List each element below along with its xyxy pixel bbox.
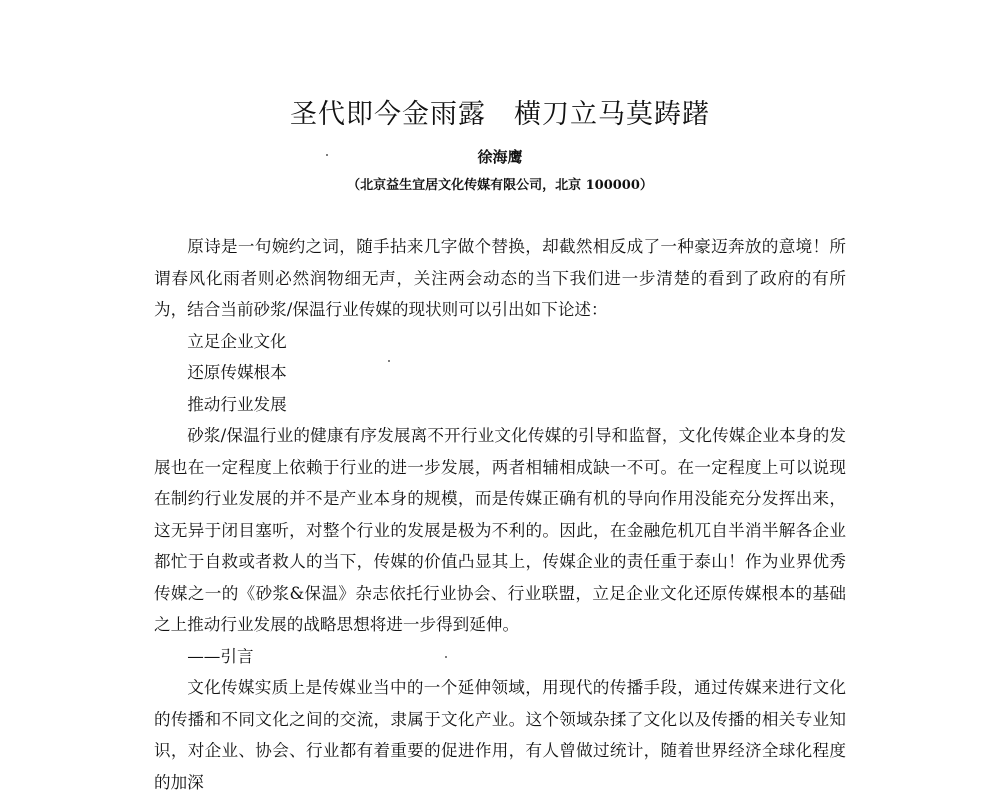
theme-item-industry: 推动行业发展 — [187, 394, 287, 414]
body-paragraph: 文化传媒实质上是传媒业当中的一个延伸领域，用现代的传播手段，通过传媒来进行文化的传播和不同文化之间的交流，隶属于文化产业。这个领域杂揉了文化以及传播的相关专业知识，对企业、协会、行业都有着重要的促进作用，有人曾做过统计，随着世界经济全球化程度的加深 — [154, 678, 846, 792]
author-name: 徐海鹰 — [477, 148, 523, 166]
scan-speck — [445, 656, 447, 658]
scan-speck — [326, 154, 328, 156]
article-title: 圣代即今金雨露 横刀立马莫踌躇 — [290, 99, 710, 130]
body-paragraph: 砂浆/保温行业的健康有序发展离不开行业文化传媒的引导和监督，文化传媒企业本身的发展也在一定程度上依赖于行业的进一步发展，两者相辅相成缺一不可。在一定程度上可以说现在制约行业发展的并不是产业本身的规模，而是传媒正确有机的导向作用没能充分发挥出来，这无异于闭目塞听，对整个行业的发展是极为不利的。因此，在金融危机兀自半消半解各企业都忙于自救或者救人的当下，传媒的价值凸显其上，传媒企业的责任重于泰山！作为业界优秀传媒之一的《砂浆&保温》杂志依托行业协会、行业联盟，立足企业文化还原传媒根本的基础之上推动行业发展的战略思想将进一步得到延伸。 — [154, 426, 846, 634]
section-label-foreword: ——引言 — [187, 646, 254, 666]
theme-item-culture: 立足企业文化 — [187, 331, 287, 351]
author-affiliation: （北京益生宜居文化传媒有限公司，北京 100000） — [347, 178, 653, 193]
scan-speck — [388, 360, 390, 362]
theme-item-media: 还原传媒根本 — [187, 363, 287, 382]
article-body — [154, 231, 846, 798]
intro-paragraph: 原诗是一句婉约之词，随手拈来几字做个替换，却截然相反成了一种豪迈奔放的意境！所谓春风化雨者则必然润物细无声，关注两会动态的当下我们进一步清楚的看到了政府的有所为，结合当前砂浆/保温行业传媒的现状则可以引出如下论述： — [154, 237, 846, 319]
